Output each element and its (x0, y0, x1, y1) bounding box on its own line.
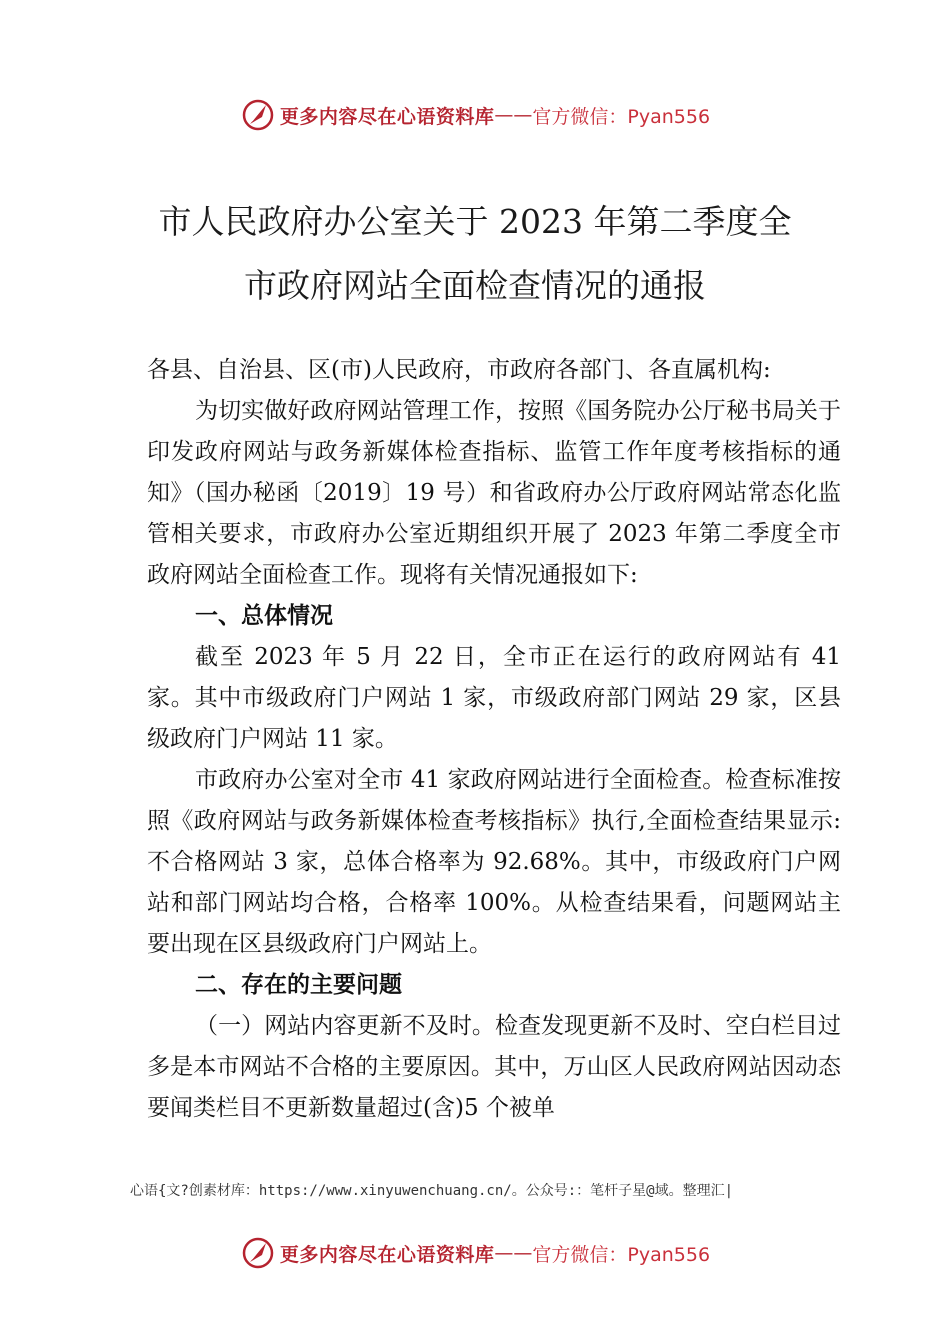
title-line-2: 市政府网站全面检查情况的通报 (244, 266, 706, 305)
quill-logo-icon (240, 1235, 276, 1271)
section-2-paragraph-1: （一）网站内容更新不及时。检查发现更新不及时、空白栏目过多是本市网站不合格的主要原因。其中，万山区人民政府网站因动态要闻类栏目不更新数量超过(含)5 个被单 (147, 1013, 841, 1121)
bottom-banner (0, 1233, 950, 1273)
banner-brand: 更多内容尽在心语资料库 (279, 1243, 495, 1266)
top-banner (0, 95, 950, 135)
source-footer: 心语{文?创素材库：https://www.xinyuwenchuang.cn/。公众号:：笔杆子星@域。整理汇| (130, 1183, 734, 1199)
document-title (110, 190, 840, 318)
addressee: 各县、自治县、区(市)人民政府，市政府各部门、各直属机构: (147, 357, 771, 383)
banner-wechat: 官方微信：Pyan556 (532, 105, 711, 128)
title-line-1: 市人民政府办公室关于 2023 年第二季度全 (158, 202, 792, 241)
banner-brand: 更多内容尽在心语资料库 (279, 105, 495, 128)
section-1-paragraph-2: 市政府办公室对全市 41 家政府网站进行全面检查。检查标准按照《政府网站与政务新媒体检查考核指标》执行,全面检查结果显示:不合格网站 3 家，总体合格率为 92.68%。其中，市级政府门户网站和部门网站均合格，合格率 100%。从检查结果看，问题网站主要出现在区县级政府门户网站上。 (147, 767, 841, 957)
section-1-heading: 一、总体情况 (195, 603, 333, 629)
intro-paragraph: 为切实做好政府网站管理工作，按照《国务院办公厅秘书局关于印发政府网站与政务新媒体检查指标、监管工作年度考核指标的通知》（国办秘函〔2019〕19 号）和省政府办公厅政府网站常态化监管相关要求，市政府办公室近期组织开展了 2023 年第二季度全市政府网站全面检查工作。现将有关情况通报如下: (147, 398, 841, 588)
section-2-heading: 二、存在的主要问题 (195, 972, 402, 998)
quill-logo-icon (240, 97, 276, 133)
banner-wechat: 官方微信：Pyan556 (532, 1243, 711, 1266)
document-body (147, 350, 841, 1129)
section-1-paragraph-1: 截至 2023 年 5 月 22 日，全市正在运行的政府网站有 41 家。其中市级政府门户网站 1 家，市级政府部门网站 29 家，区县级政府门户网站 11 家。 (147, 644, 841, 752)
banner-separator: —— (494, 104, 533, 126)
banner-separator: —— (494, 1242, 533, 1264)
